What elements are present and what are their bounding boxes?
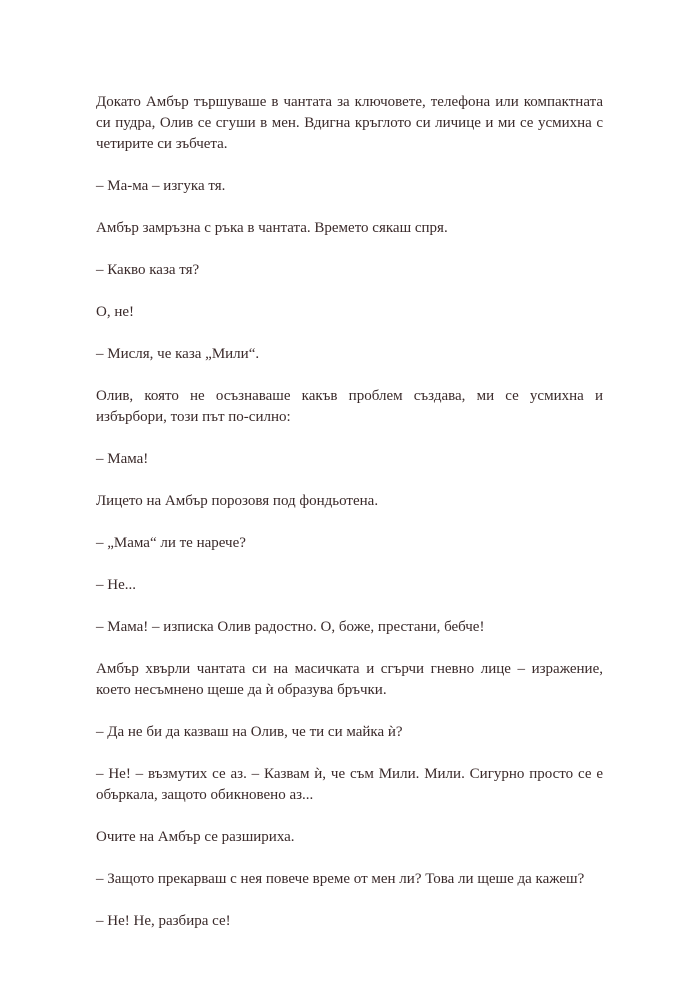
paragraph: О, не! (96, 304, 135, 320)
paragraph: Амбър замръзна с ръка в чантата. Времето сякаш спря. (96, 220, 448, 236)
paragraph: – Не... (96, 577, 136, 593)
paragraph: Очите на Амбър се разшириха. (96, 829, 295, 845)
paragraph: – Мама! – изписка Олив радостно. О, боже, престани, бебче! (96, 619, 485, 635)
paragraph: – „Мама“ ли те нарече? (96, 535, 246, 551)
paragraph: Лицето на Амбър порозовя под фондьотена. (96, 493, 379, 509)
paragraph: Докато Амбър тършуваше в чантата за ключовете, телефона или компактната си пудра, Олив се сгуши в мен. Вдигна кръглото си личице и ми се усмихна с четирите си зъбчета. (96, 94, 603, 152)
paragraph: – Мама! (96, 451, 149, 467)
paragraph: – Ма-ма – изгука тя. (96, 178, 226, 194)
paragraph: Амбър хвърли чантата си на масичката и сгърчи гневно лице – изражение, което несъмнено щеше да ѝ образува бръчки. (96, 661, 603, 698)
paragraph: – Не! Не, разбира се! (96, 913, 231, 929)
paragraph: – Какво каза тя? (96, 262, 200, 278)
paragraph: – Не! – възмутих се аз. – Казвам ѝ, че съм Мили. Мили. Сигурно просто се е объркала, защото обикновено аз... (96, 766, 603, 803)
paragraph: – Мисля, че каза „Мили“. (96, 346, 260, 362)
paragraph: – Защото прекарваш с нея повече време от мен ли? Това ли щеше да кажеш? (96, 871, 585, 887)
text-body (96, 92, 603, 932)
paragraph: – Да не би да казваш на Олив, че ти си майка ѝ? (96, 724, 403, 740)
paragraph: Олив, която не осъзнаваше какъв проблем създава, ми се усмихна и избърбори, този път по-силно: (96, 388, 603, 425)
